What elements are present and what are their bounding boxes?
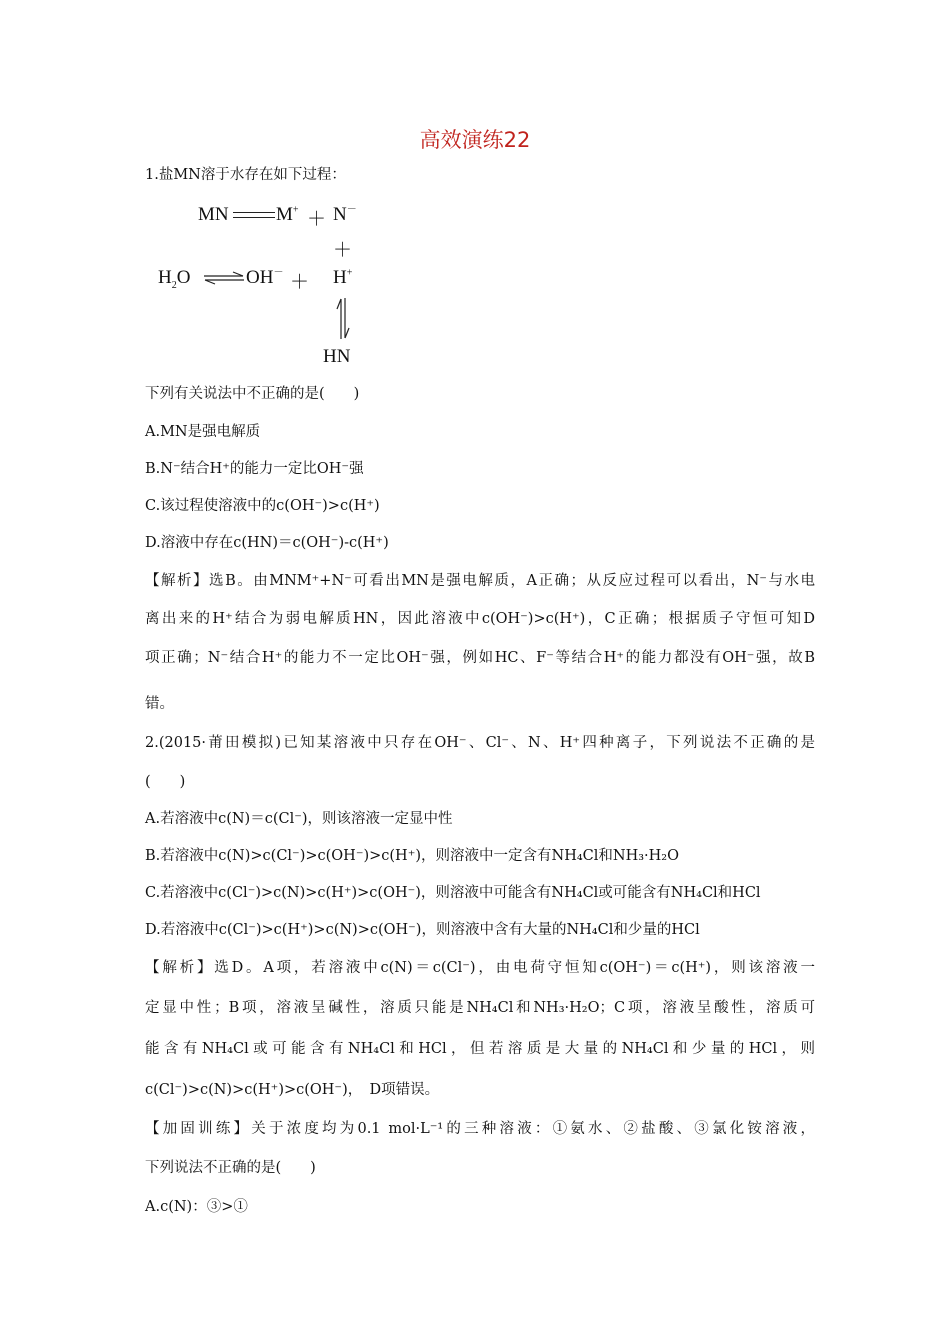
eq-plus-2: ＋ [290, 272, 310, 293]
q1-question: 下列有关说法中不正确的是( ) [145, 386, 360, 402]
q1-option-b: B.N⁻结合H⁺的能力一定比OH⁻强 [145, 461, 364, 477]
eq-oh-ion: OH－ [246, 267, 284, 288]
q1-option-c: C.该过程使溶液中的c(OH⁻)>c(H⁺) [145, 498, 380, 514]
equal-sign-top [233, 212, 275, 213]
q2-option-b: B.若溶液中c(N)>c(Cl⁻)>c(OH⁻)>c(H⁺)，则溶液中一定含有NH₄Cl和NH₃·H₂O [145, 848, 679, 864]
eq-hn: HN [323, 346, 351, 367]
q2-analysis-line-1: 【解析】选D。A项，若溶液中c(N)＝c(Cl⁻)，由电荷守恒知c(OH⁻)＝c(H⁺)，则该溶液一 [145, 960, 815, 976]
q2-analysis-line-3: 能含有NH₄Cl或可能含有NH₄Cl和HCl，但若溶质是大量的NH₄Cl和少量的HCl，则 [145, 1041, 815, 1057]
q2-analysis-line-2: 定显中性；B项，溶液呈碱性，溶质只能是NH₄Cl和NH₃·H₂O；C项，溶液呈酸性，溶质可 [145, 1000, 815, 1016]
q2-analysis-line-4: c(Cl⁻)>c(N)>c(H⁺)>c(OH⁻)， D项错误。 [145, 1082, 440, 1098]
q1-analysis-line-2: 离出来的H⁺结合为弱电解质HN，因此溶液中c(OH⁻)>c(H⁺)，C正确；根据质子守恒可知D [145, 611, 815, 627]
q2-option-c: C.若溶液中c(Cl⁻)>c(N)>c(H⁺)>c(OH⁻)，则溶液中可能含有NH₄Cl或可能含有NH₄Cl和HCl [145, 885, 761, 901]
equilibrium-arrow-icon [203, 271, 245, 285]
page-title: 高效演练22 [419, 128, 531, 152]
q3-stem-line-1: 【加固训练】关于浓度均为0.1 mol·L⁻¹的三种溶液：①氨水、②盐酸、③氯化铵溶液， [145, 1121, 815, 1137]
q1-stem: 1.盐MN溶于水存在如下过程： [145, 167, 346, 183]
equal-sign-bottom [233, 217, 275, 218]
eq-plus-1: ＋ [307, 209, 327, 230]
q2-option-a: A.若溶液中c(N)＝c(Cl⁻)，则该溶液一定显中性 [145, 811, 453, 827]
q2-option-d: D.若溶液中c(Cl⁻)>c(H⁺)>c(N)>c(OH⁻)，则溶液中含有大量的NH₄Cl和少量的HCl [145, 922, 700, 938]
q2-stem-line-2: ( ) [145, 774, 186, 790]
q2-stem-line-1: 2.(2015·莆田模拟)已知某溶液中只存在OH⁻、Cl⁻、N、H⁺四种离子，下列说法不正确的是 [145, 735, 815, 751]
q3-option-a: A.c(N)：③>① [145, 1199, 248, 1215]
eq-n-ion: N－ [333, 204, 357, 225]
q1-option-d: D.溶液中存在c(HN)＝c(OH⁻)-c(H⁺) [145, 535, 389, 551]
eq-h-ion: H+ [333, 267, 353, 288]
eq-water: $H_2O$ [158, 267, 191, 291]
q3-stem-line-2: 下列说法不正确的是( ) [145, 1160, 316, 1176]
eq-m-ion: M+ [276, 204, 299, 225]
vertical-equilibrium-arrow-icon [336, 297, 350, 341]
q1-analysis-line-3: 项正确；N⁻结合H⁺的能力不一定比OH⁻强，例如HC、F⁻等结合H⁺的能力都没有OH⁻强，故B [145, 650, 815, 666]
q1-analysis-line-4: 错。 [145, 696, 174, 712]
eq-mn: MN [198, 204, 229, 225]
q1-analysis-line-1: 【解析】选B。由MNM⁺+N⁻可看出MN是强电解质，A正确；从反应过程可以看出，N⁻与水电 [145, 573, 815, 589]
eq-plus-vertical: ＋ [333, 240, 353, 261]
q1-option-a: A.MN是强电解质 [145, 424, 261, 440]
